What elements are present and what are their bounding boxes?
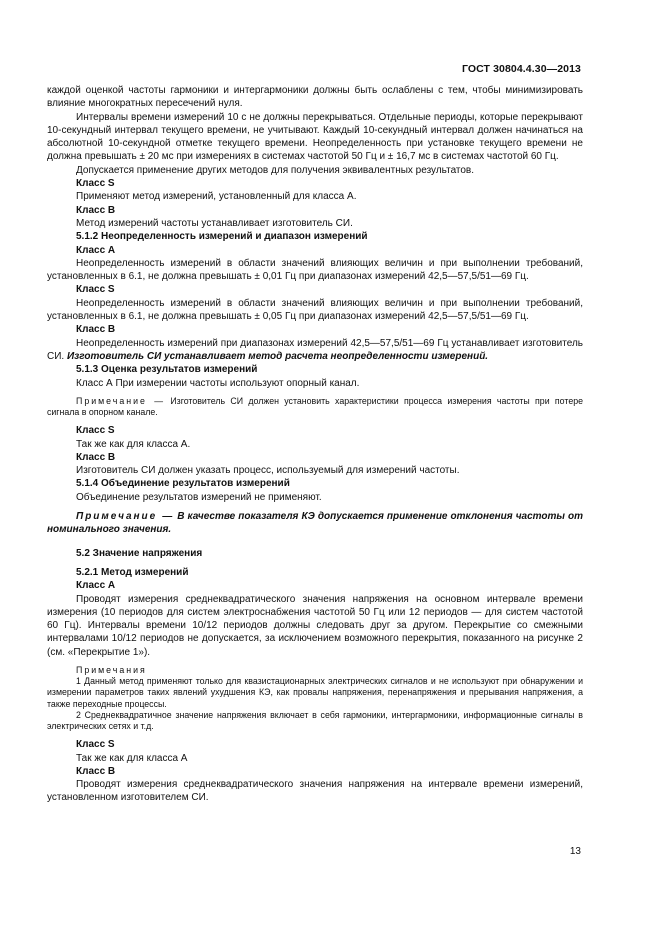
paragraph: Проводят измерения среднеквадратического значения напряжения на интервале времени измерений, установленном изготовителем СИ. <box>47 779 583 804</box>
paragraph: Проводят измерения среднеквадратического значения напряжения на основном интервале времени измерения (10 периодов для систем электроснабжения частотой 50 Гц или 12 периодов — для систем частотой 60 Гц). Интервалы времени 10/12 периодов должны следовать друг за другом. Перекрытие со смежными интервалами 10/12 периодов не допускается, за исключением возможного перекрытия, показанного на рисунке 2 (см. «Перекрытие 1»). <box>47 593 583 658</box>
note-text: Изготовитель СИ должен установить характеристики процесса измерения частоты при потере сигнала в опорном канале. <box>47 395 583 418</box>
section-heading: 5.1.4 Объединение результатов измерений <box>76 478 290 490</box>
class-heading: Класс S <box>76 739 115 751</box>
class-heading: Класс S <box>76 284 115 296</box>
class-heading: Класс В <box>76 765 116 777</box>
note-label: Примечание — <box>76 511 175 523</box>
paragraph: Класс А При измерении частоты используют опорный канал. <box>76 377 360 389</box>
class-heading: Класс В <box>76 451 116 463</box>
paragraph: Так же как для класса А. <box>76 438 191 450</box>
paragraph: Неопределенность измерений в области значений влияющих величин и при выполнении требований, установленных в 6.1, не должна превышать ± 0,05 Гц при диапазонах измерений 42,5—57,5/51—69 Гц. <box>47 297 583 323</box>
paragraph: Объединение результатов измерений не применяют. <box>76 491 322 503</box>
note-text: В качестве показателя КЭ допускается применение отклонения частоты от номинального значения. <box>47 511 583 536</box>
section-heading: 5.1.3 Оценка результатов измерений <box>76 364 258 376</box>
section-heading: 5.2.1 Метод измерений <box>76 566 189 578</box>
paragraph: Неопределенность измерений в области значений влияющих величин и при выполнении требований, установленных в 6.1, не должна превышать ± 0,01 Гц при диапазонах измерений 42,5—57,5/51—69 Гц. <box>47 257 583 283</box>
paragraph: Допускается применение других методов для получения эквивалентных результатов. <box>76 164 475 176</box>
class-heading: Класс S <box>76 425 115 437</box>
class-heading: Класс S <box>76 178 115 190</box>
class-heading: Класс А <box>76 244 116 256</box>
paragraph: Так же как для класса А <box>76 752 188 764</box>
notes-label: Примечания <box>76 664 147 675</box>
paragraph-text: Неопределенность измерений при диапазонах измерений 42,5—57,5/51—69 Гц устанавливает изготовитель СИ. <box>47 337 583 362</box>
note-label: Примечание — <box>76 395 166 406</box>
paragraph <box>47 337 583 364</box>
paragraph: Применяют метод измерений, установленный для класса А. <box>76 191 357 203</box>
page-content <box>47 84 583 805</box>
section-heading: 5.1.2 Неопределенность измерений и диапазон измерений <box>76 231 368 243</box>
note: 1 Данный метод применяют только для квазистационарных электрических сигналов и не используют при обнаружении и измерении параметров таких явлений ухудшения КЭ, как провалы напряжения, перенапряжения и прерывания напряжения, а также переходные процессы. <box>47 676 583 709</box>
class-heading: Класс В <box>76 204 116 216</box>
emphasis-text: Изготовитель СИ устанавливает метод расчета неопределенности измерений. <box>66 350 489 362</box>
class-heading: Класс В <box>76 324 116 336</box>
paragraph: Изготовитель СИ должен указать процесс, используемый для измерений частоты. <box>76 465 460 477</box>
document-code-header: ГОСТ 30804.4.30—2013 <box>461 63 581 75</box>
paragraph: Интервалы времени измерений 10 с не должны перекрываться. Отдельные периоды, которые перекрывают 10-секундный интервал текущего времени, не учитывают. Каждый 10-секундный интервал должен начинаться на абсолютной 10-секундной отметке текущего времени. Неопределенность при установке текущего времени не должна превышать ± 20 мс при измерениях в системах частотой 50 Гц и ± 16,7 мс в системах частотой 60 Гц. <box>47 111 583 163</box>
paragraph: каждой оценкой частоты гармоники и интергармоники должны быть ослаблены с тем, чтобы минимизировать влияние многократных пересечений нуля. <box>47 85 583 110</box>
note <box>47 396 583 418</box>
note <box>47 510 583 537</box>
page-number: 13 <box>569 846 581 857</box>
class-heading: Класс А <box>76 580 116 592</box>
section-heading: 5.2 Значение напряжения <box>76 547 203 559</box>
paragraph: Метод измерений частоты устанавливает изготовитель СИ. <box>76 217 353 229</box>
note: 2 Среднеквадратичное значение напряжения включает в себя гармоники, интергармоники, информационные сигналы в электрических сетях и т.д. <box>47 709 583 731</box>
